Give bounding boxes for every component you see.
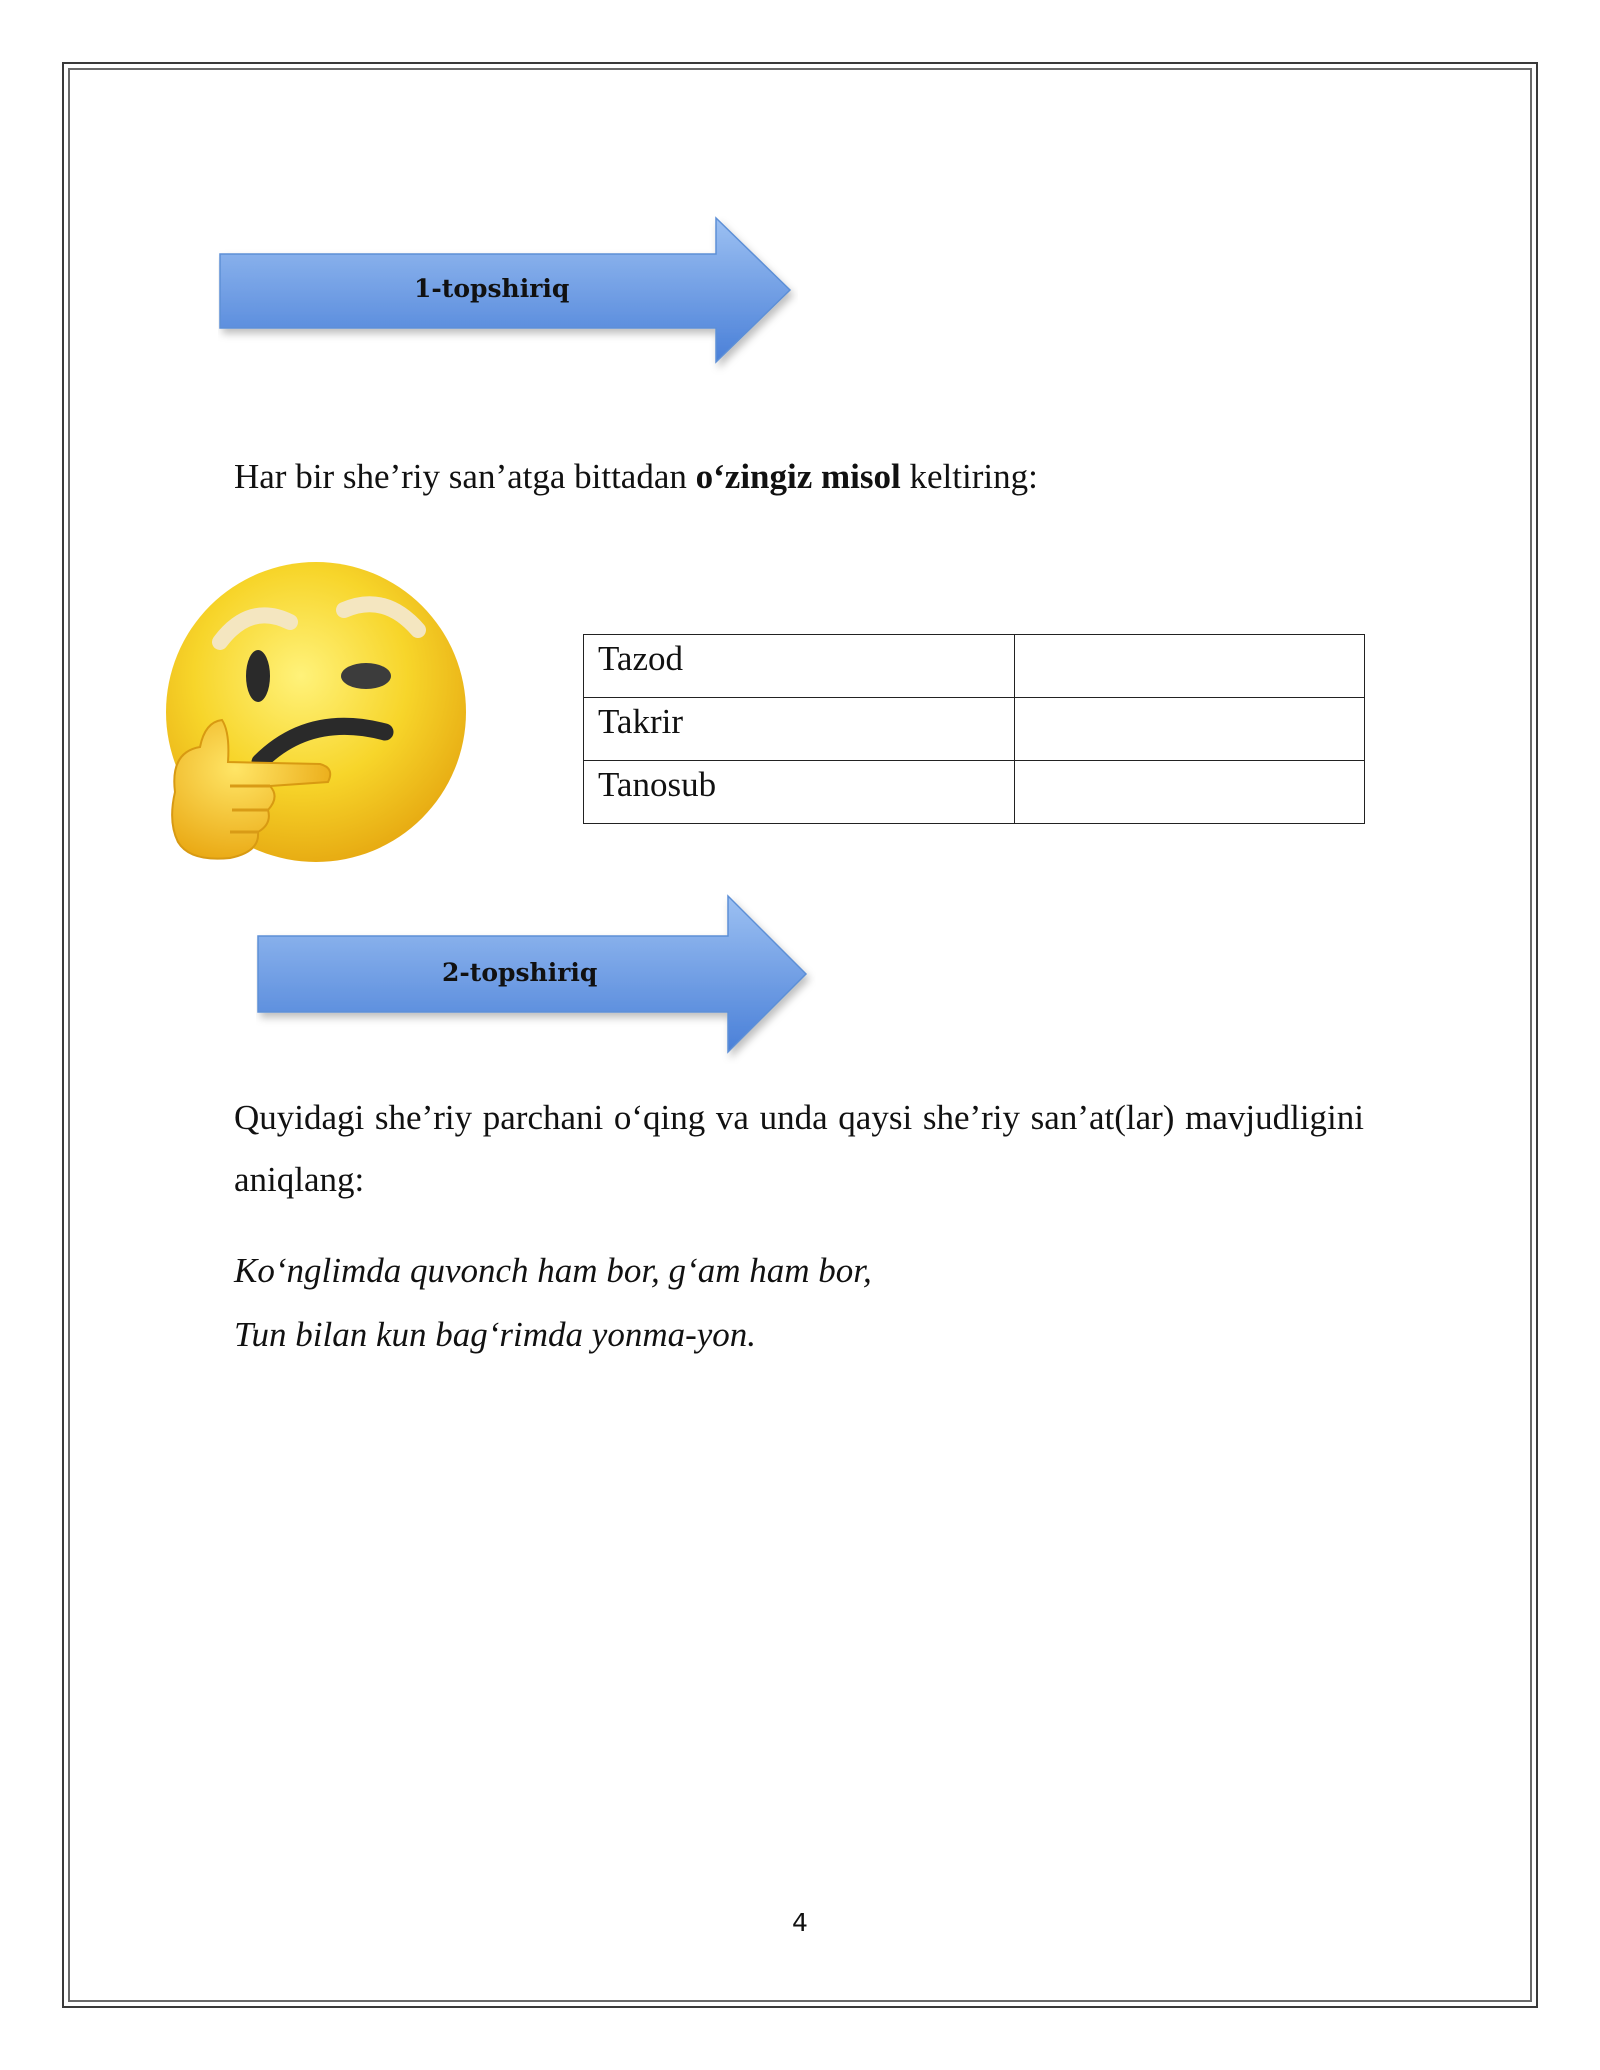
task-2-label: 2-topshiriq xyxy=(442,958,598,987)
term-cell: Takrir xyxy=(584,698,1015,761)
answer-cell[interactable] xyxy=(1015,761,1365,824)
instruction-emphasis: o‘zingiz misol xyxy=(695,457,901,496)
answer-cell[interactable] xyxy=(1015,698,1365,761)
instruction-text-end: keltiring: xyxy=(900,457,1038,496)
task-2-arrow xyxy=(256,894,816,1064)
verse-line: Ko‘nglimda quvonch ham bor, g‘am ham bor, xyxy=(234,1251,872,1290)
answer-cell[interactable] xyxy=(1015,635,1365,698)
task-1-instruction xyxy=(234,446,1374,508)
table-row xyxy=(584,698,1365,761)
table-row xyxy=(584,635,1365,698)
instruction-text: Har bir she’riy san’atga bittadan xyxy=(234,457,696,496)
verse-line: Tun bilan kun bag‘rimda yonma-yon. xyxy=(234,1315,757,1354)
term-cell: Tanosub xyxy=(584,761,1015,824)
task-2-instruction: Quyidagi she’riy parchani o‘qing va unda qaysi she’riy san’at(lar) mavjudligini aniqlang: xyxy=(234,1098,1364,1199)
task-1-label: 1-topshiriq xyxy=(414,274,570,303)
term-cell: Tazod xyxy=(584,635,1015,698)
table-row xyxy=(584,761,1365,824)
task-1-arrow xyxy=(218,216,798,376)
literary-devices-table xyxy=(583,634,1365,824)
page-number: 4 xyxy=(792,1908,808,1937)
thinking-face-icon xyxy=(160,552,480,877)
